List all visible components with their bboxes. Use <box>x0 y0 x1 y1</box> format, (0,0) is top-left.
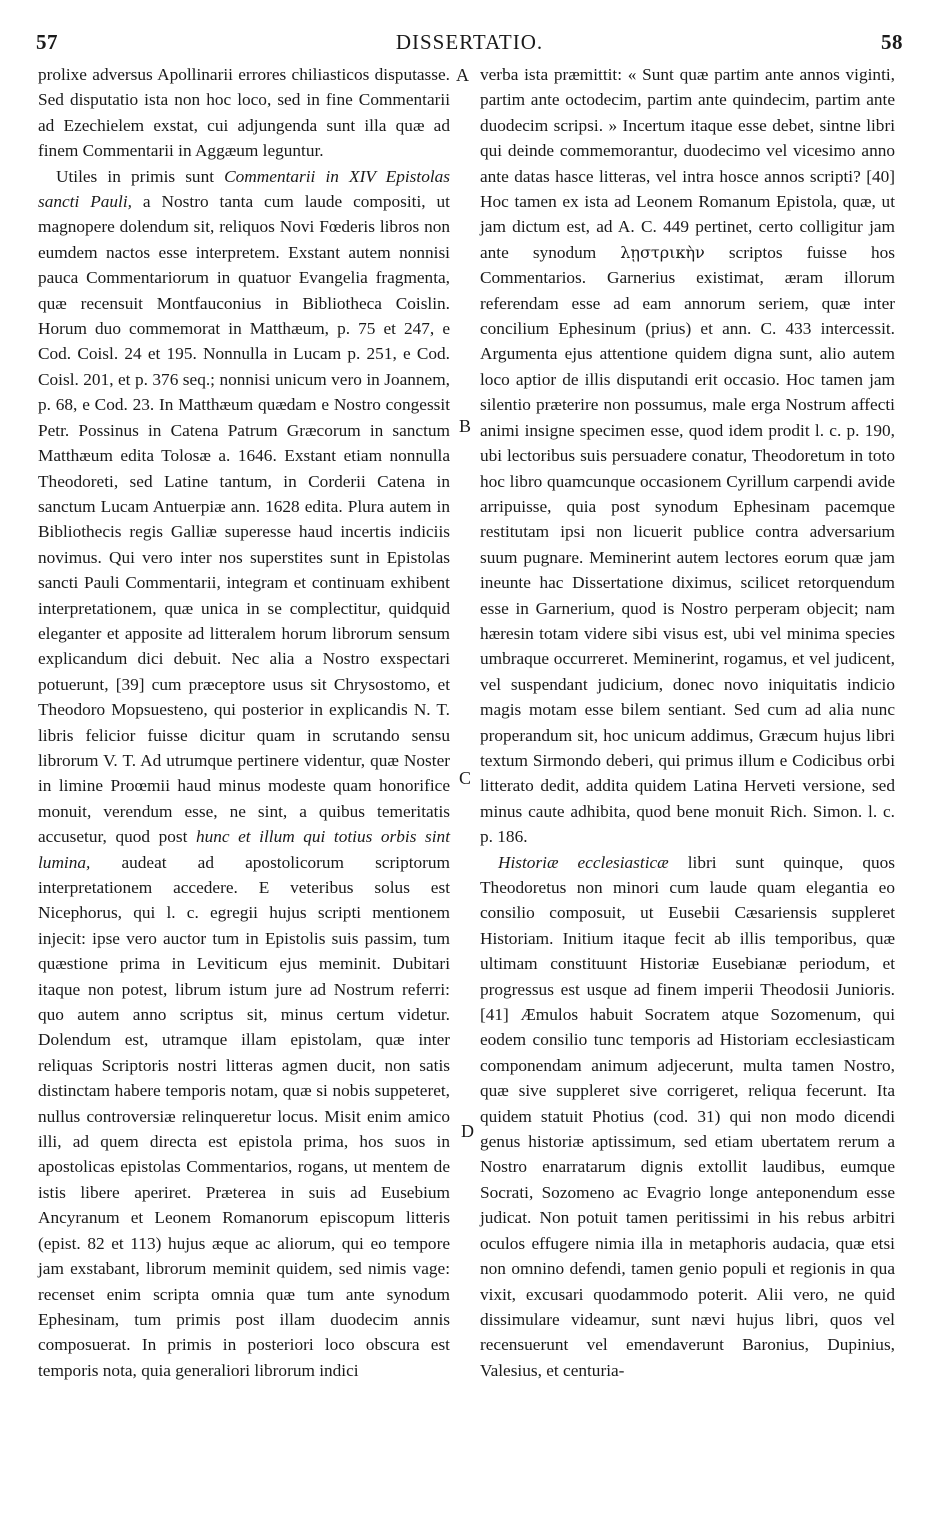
margin-marker-c: C <box>459 768 472 788</box>
right-column <box>480 62 895 1383</box>
italic-title: Historiæ ecclesiasticæ <box>498 852 669 872</box>
page-number-left: 57 <box>36 30 58 54</box>
paragraph <box>38 62 450 164</box>
running-title: DISSERTATIO. <box>395 30 544 54</box>
left-column <box>38 62 450 1383</box>
paragraph-text: audeat ad apostolicorum scriptorum interpretationem accedere. E veteribus solus est Nicephorus, qui l. c. egregii hujus scripti mentionem injecit: ipse vero auctor tum in Epistolis suis passim, tum quæstione prima in Leviticum ejus meminit. Dubitari itaque non potest, librum istum jure ad Nostrum referri: quo autem anno scriptus sit, minus certum videtur. Dolendum est, utramque illam epistolam, quæ inter reliquas Scriptoris nostri litteras agmen ducit, non satis distinctam habere temporis notam, quæ si nobis suppeteret, nullus controversiæ relinqueretur locus. Misit enim amico illi, ad quem directa est epistola prima, hos suos in apostolicas epistolas Commentarios, rogans, ut mentem de istis libere aperiret. Præterea in suis ad Eusebium Ancyranum et Leonem Romanorum episcopum litteris (epist. 82 et 113) hujus æque ac aliorum, qui eo tempore jam exstabant, librorum meminit quidem, sed nimis vage: recenset enim scripta omnia quæ tum ante synodum Ephesinam, tum primis post illam duodecim annis composuerat. In primis in posteriori loco obscura est temporis nota, quia generaliori librorum indici <box>38 852 450 1380</box>
margin-marker-d: D <box>461 1121 474 1141</box>
greek-word: λῃστρικὴν <box>620 242 705 262</box>
paragraph-text: a Nostro tanta cum laude compositi, ut magnopere dolendum sit, reliquos Novi Fœderis libros non eumdem nactos esse interpretem. Exstant autem nonnisi pauca Commentariorum in quatuor Evangelia fragmenta, quæ recensuit Montfauconius in Bibliotheca Coislin. Horum duo commemorat in Matthæum, p. 75 et 247, e Cod. Coisl. 24 et 195. Nonnulla in Lucam p. 251, e Cod. Coisl. 201, et p. 376 seq.; nonnisi unicum vero in Joannem, p. 68, e Cod. 23. In Matthæum quædam e Nostro congessit Petr. Possinus in Catena Patrum Græcorum in sanctum Matthæum edita Tolosæ a. 1646. Exstant etiam nonnulla Theodoreti, sed Latine tantum, in Corderii Catena in sanctum Lucam Antuerpiæ ann. 1628 edita. Plura autem in Bibliothecis regis Galliæ superesse haud incertis indiciis novimus. Qui vero inter nos superstites sunt in Epistolas sancti Pauli Commentarii, integram et continuam exhibent interpretationem, quæ unica in se complectitur, quidquid eleganter et apposite ad litteralem horum librorum sensum explicandum dici debuit. Nec alia a Nostro exspectari potuerunt, [39] cum præceptore usus sit Chrysostomo, et Theodoro Mopsuesteno, qui posterior in explicandis N. T. libris felicior fuisse dicitur quam in scrutando sensu librorum V. T. Ad utrumque pertinere videntur, quæ Noster in limine Proœmii haud minus modeste quam honorifice monuit, verendum esse, ne sint, a quibus temeritatis accusetur, quod post <box>38 192 450 847</box>
italic-quote: hunc et illum qui totius orbis sint lumina, <box>38 827 450 872</box>
paragraph-text: scriptos fuisse hos Commentarios. Garnerius existimat, æram illorum referendam esse ad eam annorum seriem, quæ inter concilium Ephesinum (prius) et ann. C. 433 intercessit. Argumenta ejus attentione quidem digna sunt, alio autem loco aptior de illis disputandi erit occasio. Hoc tamen jam silentio præterire non possumus, male erga Nostrum affecti animi insigne specimen esse, quod idem prodit l. c. p. 190, ubi lectoribus suis persuadere conatur, Theodoretum in toto hoc libro quamcunque occasionem Cyrillum carpendi avide arripuisse, quia post synodum Ephesinam pacemque restitutam ipsi non licuerit publice contra adversarium suum pugnare. Meminerint autem lectores eorum quæ jam ineunte hac Dissertatione diximus, scilicet retorquendum esse in Garnerium, quod is Nostro perperam objecit; nam hæresin totam videre sibi visus est, ubi vel minima species umbraque occurreret. Meminerint, rogamus, et vel judicent, vel suspendant judicium, donec novo iniquitatis indicio magis motam esse bilem sentiant. Sed cum ad alia nunc properandum sit, hoc unicum addimus, Græcum hujus libri textum Sirmondo deberi, qui primus illum e Codicibus orbi litterato dedit, addita quidem Latina Herveti versione, sed minus caute adhibita, quod bene monuit Rich. Simon. l. c. p. 186. <box>480 242 896 847</box>
paragraph-text: Utiles in primis sunt <box>56 166 225 186</box>
margin-marker-b: B <box>459 416 472 436</box>
running-header <box>36 30 903 58</box>
paragraph-text: libri sunt quinque, quos Theodoretus non minori cum laude quam elegantia eo consilio composuit, ut Eusebii Cæsariensis suppleret Historiam. Initium itaque fecit ab illis temporibus, quæ ultimam constituunt Historiæ Eusebianæ periodum, et progressus est usque ad finem imperii Theodosii Junioris. [41] Æmulos habuit Socratem atque Sozomenum, qui eodem consilio tunc temporis ad Historiam ecclesiasticam componendam animum adjecerunt, multa tamen Nostro, quæ sive suppleret sive corrigeret, reliqua fecerunt. Ita quidem statuit Photius (cod. 31) qui non modo dicendi genus historiæ aptissimum, sed etiam ubertatem rerum a Nostro enarratarum dignis extollit laudibus, eumque Socrati, Sozomeno ac Evagrio longe anteponendum esse judicat. Non potuit tamen peritissimi in his rebus arbitri oculos effugere nimia illa in metaphoris audacia, quæ etsi non omnino defendi, tamen genio populi et regionis in qua vixit, excusari quodammodo poterit. Alii vero, ne quid dissimulare videamur, sunt nævi hujus libri, quos vel recensuerunt vel emendaverunt Baronius, Dupinius, Valesius, et centuria- <box>480 852 896 1380</box>
paragraph <box>480 62 895 850</box>
italic-title: Commentarii in XIV Epistolas sancti Pauli, <box>38 166 451 212</box>
paragraph <box>480 850 895 1384</box>
paragraph <box>38 164 450 1384</box>
margin-marker-a: A <box>456 65 469 85</box>
paragraph-text: verba ista præmittit: « Sunt quæ partim ante annos viginti, partim ante octodecim, partim ante quindecim, partim ante duodecim scripsi. » Incertum itaque esse debet, sintne libri qui deinde commemorantur, duodecimo vel vicesimo anno ante datas hasce litteras, vel intra hosce annos scripti? [40] Hoc tamen ex ista ad Leonem Romanum Epistola, quæ, ut jam dictum est, ad A. C. 449 pertinet, certo colligitur jam ante synodum <box>480 65 895 262</box>
page-number-right: 58 <box>881 30 903 54</box>
paragraph-text: prolixe adversus Apollinarii errores chiliasticos disputasse. Sed disputatio ista non hoc loco, sed in fine Commentarii ad Ezechielem exstat, cui adjungenda sunt illa quæ ad finem Commentarii in Aggæum leguntur. <box>38 65 450 161</box>
